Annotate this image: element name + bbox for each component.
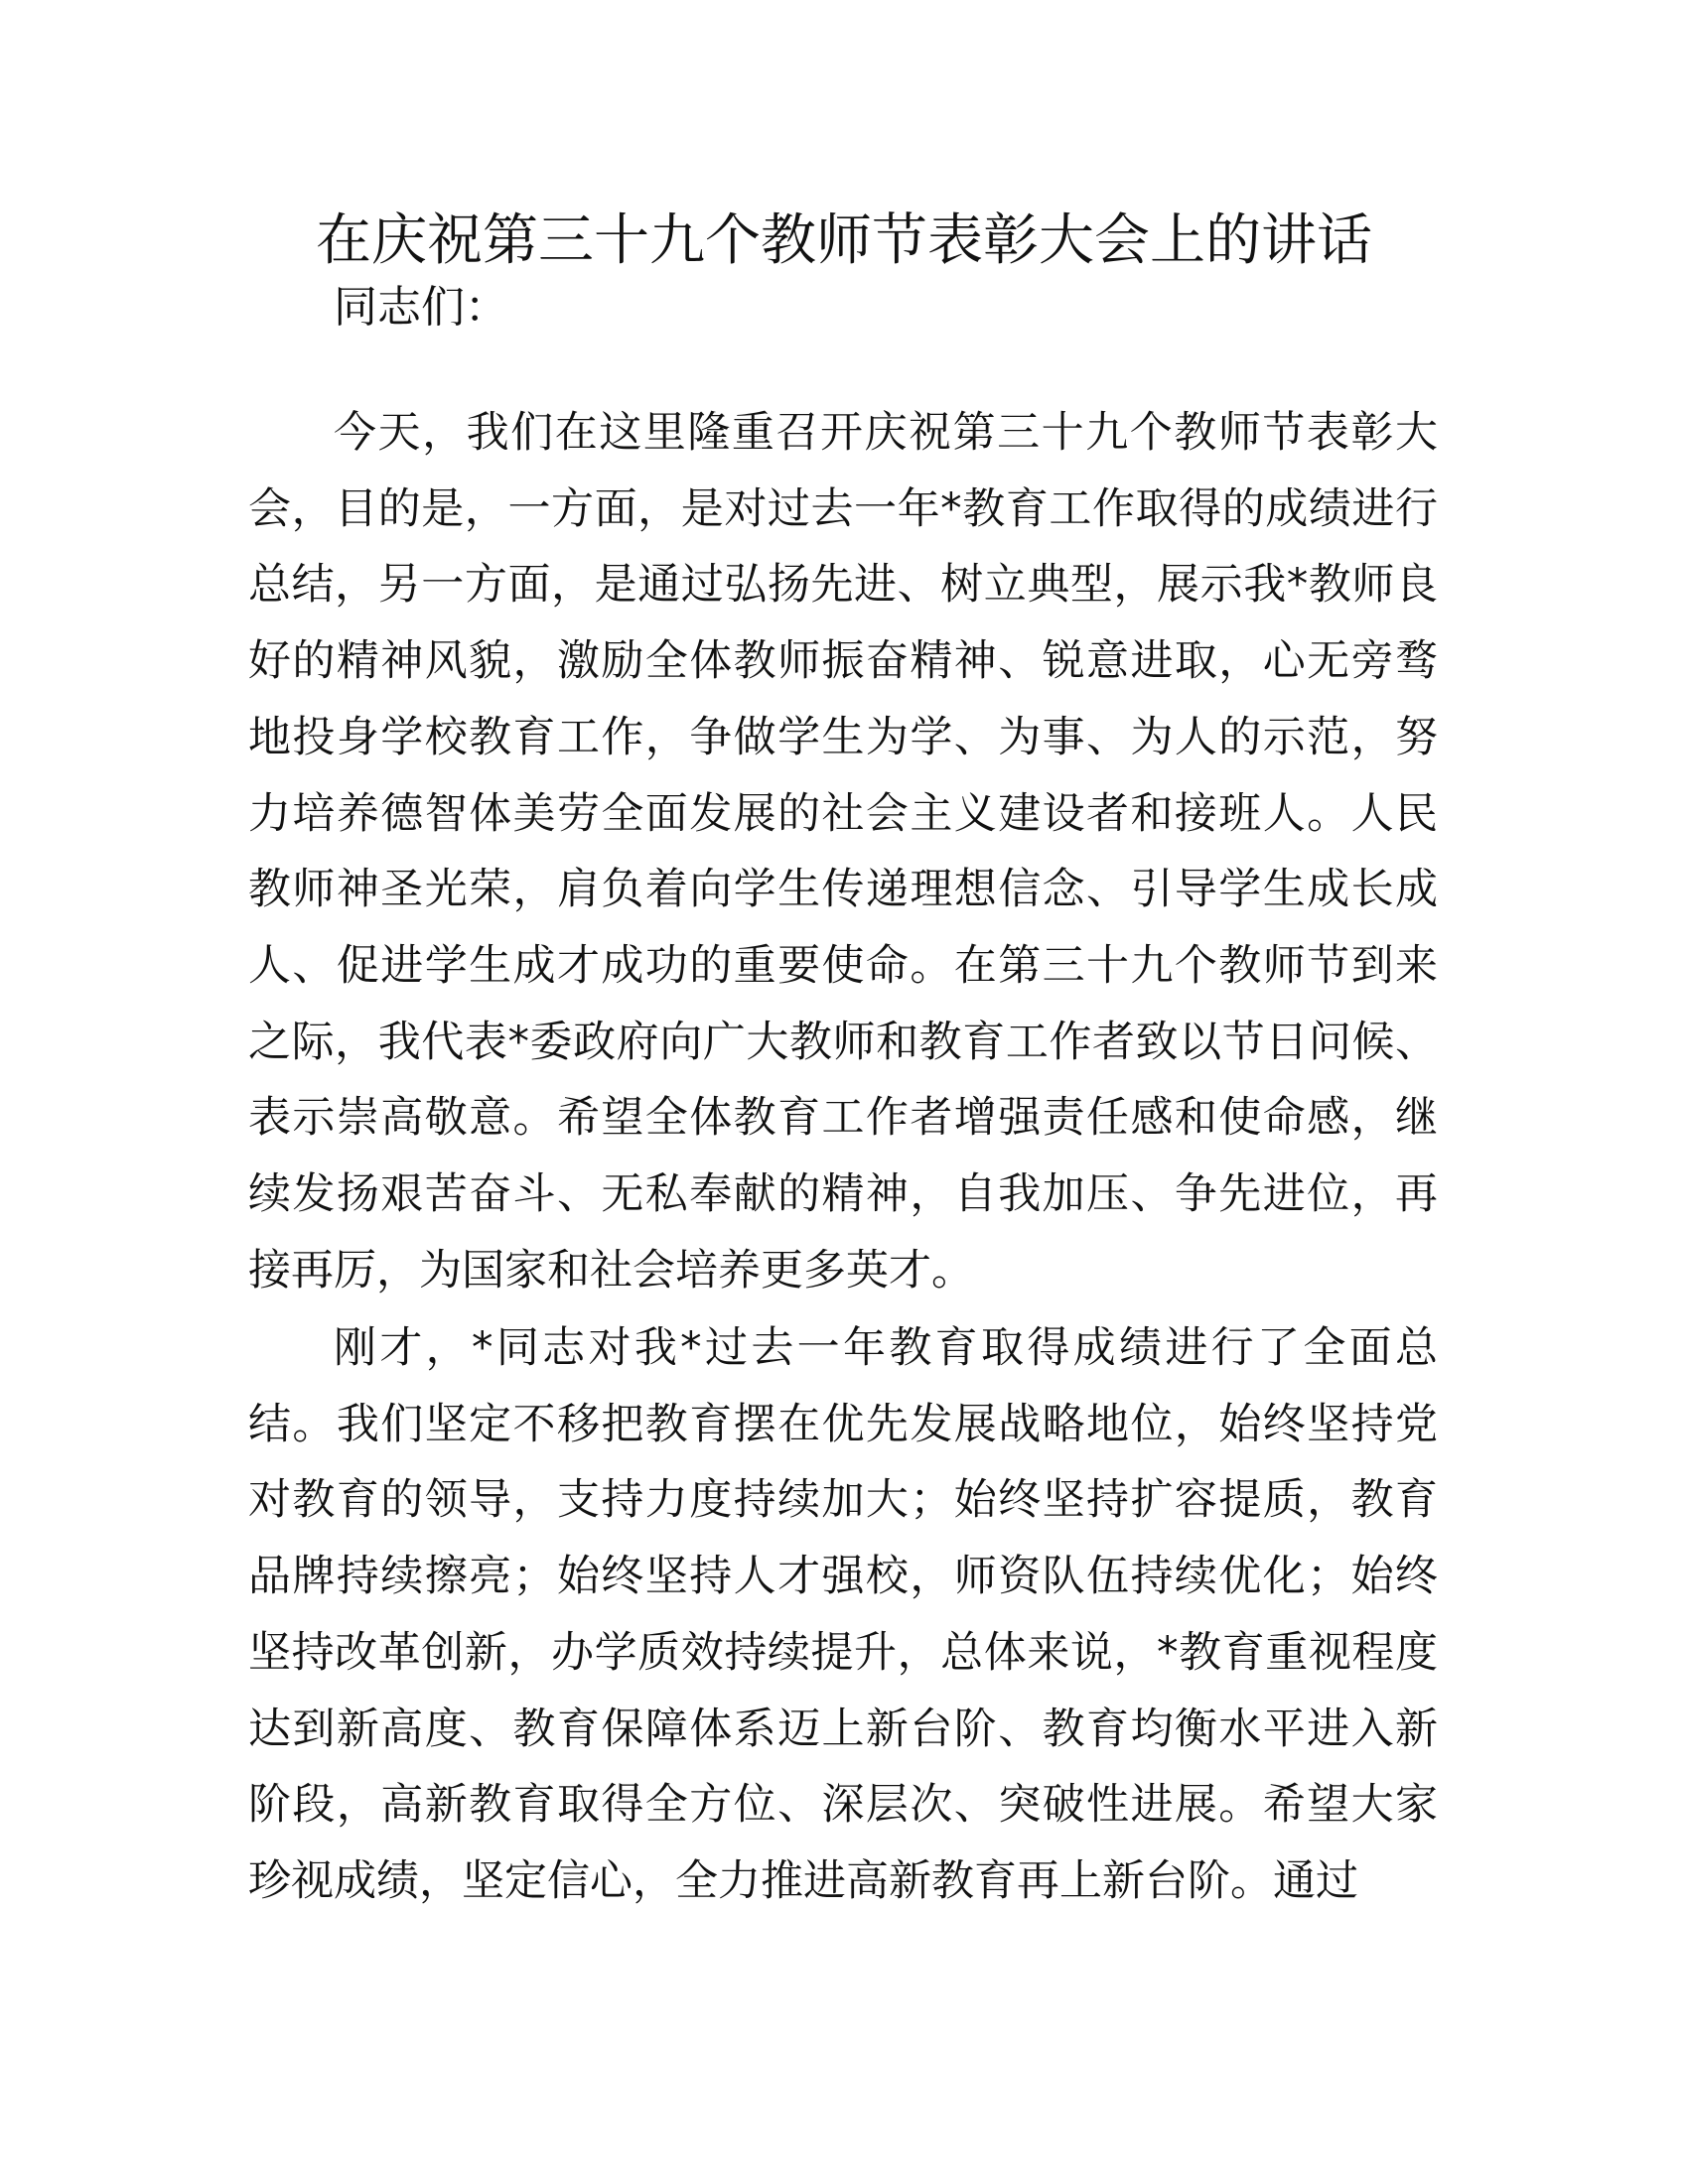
document-title: 在庆祝第三十九个教师节表彰大会上的讲话	[316, 208, 1372, 273]
salutation: 同志们：	[334, 282, 508, 333]
paragraph: 今天，我们在这里隆重召开庆祝第三十九个教师节表彰大会，目的是，一方面，是对过去一年*教育工作取得的成绩进行总结，另一方面，是通过弘扬先进、树立典型，展示我*教师良好的精神风貌，激励全体教师振奋精神、锐意进取，心无旁骛地投身学校教育工作，争做学生为学、为事、为人的示范，努力培养德智体美劳全面发展的社会主义建设者和接班人。人民教师神圣光荣，肩负着向学生传递理想信念、引导学生成长成人、促进学生成才成功的重要使命。在第三十九个教师节到来之际，我代表*委政府向广大教师和教育工作者致以节日问候、表示崇高敬意。希望全体教育工作者增强责任感和使命感，继续发扬艰苦奋斗、无私奉献的精神，自我加压、争先进位，再接再厉，为国家和社会培养更多英才。	[248, 408, 1438, 1296]
paragraph: 刚才，*同志对我*过去一年教育取得成绩进行了全面总结。我们坚定不移把教育摆在优先发展战略地位，始终坚持党对教育的领导，支持力度持续加大；始终坚持扩容提质，教育品牌持续擦亮；始终坚持人才强校，师资队伍持续优化；始终坚持改革创新，办学质效持续提升，总体来说，*教育重视程度达到新高度、教育保障体系迈上新台阶、教育均衡水平进入新阶段，高新教育取得全方位、深层次、突破性进展。希望大家珍视成绩，坚定信心，全力推进高新教育再上新台阶。通过	[248, 1323, 1438, 1906]
